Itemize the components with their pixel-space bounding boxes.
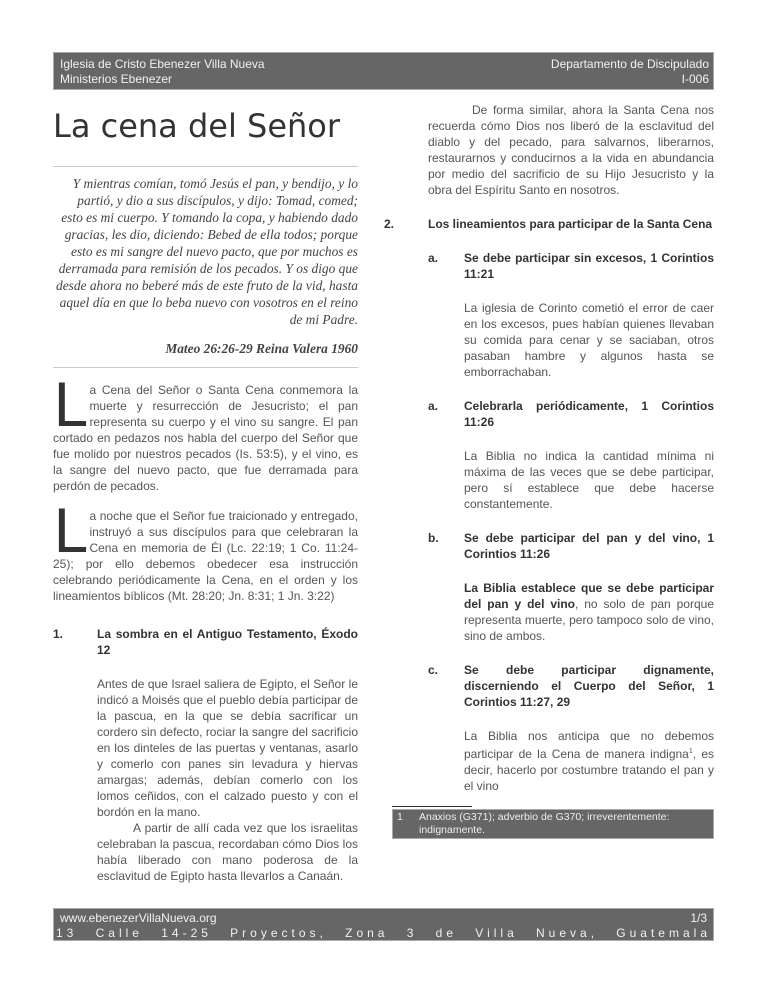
section-number: 1. (53, 627, 64, 641)
quote-citation: Mateo 26:26-29 Reina Valera 1960 (165, 341, 358, 356)
section-1-heading (53, 626, 358, 658)
item-letter: b. (428, 531, 439, 545)
item-title: Se debe participar sin excesos, 1 Corintios 11:21 (464, 251, 714, 281)
section-title: Los lineamientos para participar de la Santa Cena (428, 217, 713, 231)
item-heading (428, 250, 714, 282)
left-column (53, 96, 358, 884)
item-body-text: La Biblia nos anticipa que no debemos participar de la Cena de manera indigna (464, 729, 714, 761)
footnote-reference[interactable]: 1 (688, 748, 693, 755)
item-letter: a. (428, 399, 439, 413)
item-letter: c. (428, 663, 439, 677)
section-2-heading (384, 216, 714, 232)
item-body: La Biblia no indica la cantidad mínima ni máxima de las veces que se debe participar, pero sí establece que debe hacerse constantemente. (464, 449, 714, 511)
item-body: La iglesia de Corinto cometió el error de caer en los excesos, pues habían quienes llevaban su comida para cenar y se saciaban, otros pasaban hambre y algunos hasta se emborrachaban. (464, 301, 714, 379)
document-code: I-006 (681, 72, 709, 86)
section-1-paragraph: A partir de allí cada vez que los israelitas celebraban la pascua, recordaban cómo Dios los había liberado con mano poderosa de la esclavitud de Egipto hasta llevarlos a Canaán. (97, 821, 358, 883)
ministry-name: Ministerios Ebenezer (60, 72, 173, 86)
item-body-text: , no solo de pan porque representa muerte, pero tampoco solo de vino, sino de ambos. (464, 597, 714, 643)
page-number: 1/3 (690, 911, 707, 925)
section-1-paragraph: De forma similar, ahora la Santa Cena nos recuerda cómo Dios nos liberó de la esclavitud del diablo y del pecado, para salvarnos, liberarnos, restaurarnos y conducirnos a la vida en abundancia por medio del sacrificio de su Hijo Jesucristo y la obra del Espíritu Santo en nosotros. (428, 103, 714, 197)
quote-text: Y mientras comían, tomó Jesús el pan, y bendijo, y lo partió, y dio a sus discípulos, y dijo: Tomad, comed; esto es mi cuerpo. Y tomando la copa, y habiendo dado gracias, les dio, diciendo: Bebed de ella todos; porque esto es mi sangre del nuevo pacto, que por muchos es derramada para remisión de los pecados. Y os digo que desde ahora no beberé más de este fruto de la vid, hasta aquel día en que lo beba nuevo con vosotros en el reino de mi Padre. (56, 176, 358, 327)
item-body (464, 580, 714, 644)
item-title: Se debe participar del pan y del vino, 1 Corintios 11:26 (464, 531, 714, 561)
item-body-bold: La Biblia establece que se debe participar del pan y del vino (464, 581, 714, 611)
footnote (392, 809, 714, 839)
item-heading (428, 662, 714, 710)
section-number: 2. (384, 217, 395, 231)
org-name: Iglesia de Cristo Ebenezer Villa Nueva (60, 57, 265, 71)
department-name: Departamento de Discipulado (550, 57, 709, 71)
right-column (384, 102, 714, 839)
website-link[interactable]: www.ebenezerVillaNueva.org (60, 911, 217, 925)
page-title: La cena del Señor (53, 107, 341, 145)
intro-text: a Cena del Señor o Santa Cena conmemora la muerte y resurrección de Jesucristo; el pan representa su cuerpo y el vino su sangre. El pan cortado en pedazos nos habla del cuerpo del Señor que fue molido por nuestros pecados (Is. 53:5), y el vino, es la sangre del nuevo pacto, que fue derramada para perdón de pecados. (53, 383, 358, 493)
footnote-number: 1 (397, 811, 403, 823)
section-1-paragraph: Antes de que Israel saliera de Egipto, el Señor le indicó a Moisés que el pueblo debía participar de la pascua, en la que se debía sacrificar un cordero sin defecto, rociar la sangre del sacrificio en los dinteles de las puertas y ventanas, asarlo y comerlo con panes sin levadura y hiervas amargas; además, debían comerlo con los lomos ceñidos, con el calzado puesto y con el bordón en la mano. (97, 677, 358, 819)
item-title: Celebrarla periódicamente, 1 Corintios 11:26 (464, 399, 714, 429)
item-letter: a. (428, 251, 439, 265)
item-body-text: , es decir, hacerlo por costumbre tratando el pan y el vino (464, 747, 715, 793)
section-title: La sombra en el Antiguo Testamento, Éxodo 12 (97, 627, 358, 657)
item-heading (428, 398, 714, 430)
drop-cap: L (53, 371, 87, 441)
drop-cap: L (53, 497, 87, 567)
intro-paragraph-1 (53, 371, 358, 494)
footnote-text: Anaxios (G371); adverbio de G370; irreverentemente: indignamente. (419, 811, 670, 836)
intro-text: a noche que el Señor fue traicionado y entregado, instruyó a sus discípulos para que celebraran la Cena en memoria de Él (Lc. 22:19; 1 Co. 11:24-25); por ello debemos obedecer esa instrucción celebrando periódicamente la Cena, en el orden y los lineamientos bíblicos (Mt. 28:20; Jn. 8:31; 1 Jn. 3:22) (53, 509, 358, 603)
address: 13 Calle 14-25 Proyectos, Zona 3 de Villa Nueva, Guatemala (56, 926, 711, 940)
page-header (53, 52, 714, 90)
page-footer (53, 908, 714, 941)
item-body (464, 728, 714, 794)
epigraph-quote (53, 166, 358, 368)
item-title: Se debe participar dignamente, discerniendo el Cuerpo del Señor, 1 Corintios 11:27, 29 (464, 663, 714, 709)
item-heading (428, 530, 714, 562)
intro-paragraph-2 (53, 497, 358, 604)
